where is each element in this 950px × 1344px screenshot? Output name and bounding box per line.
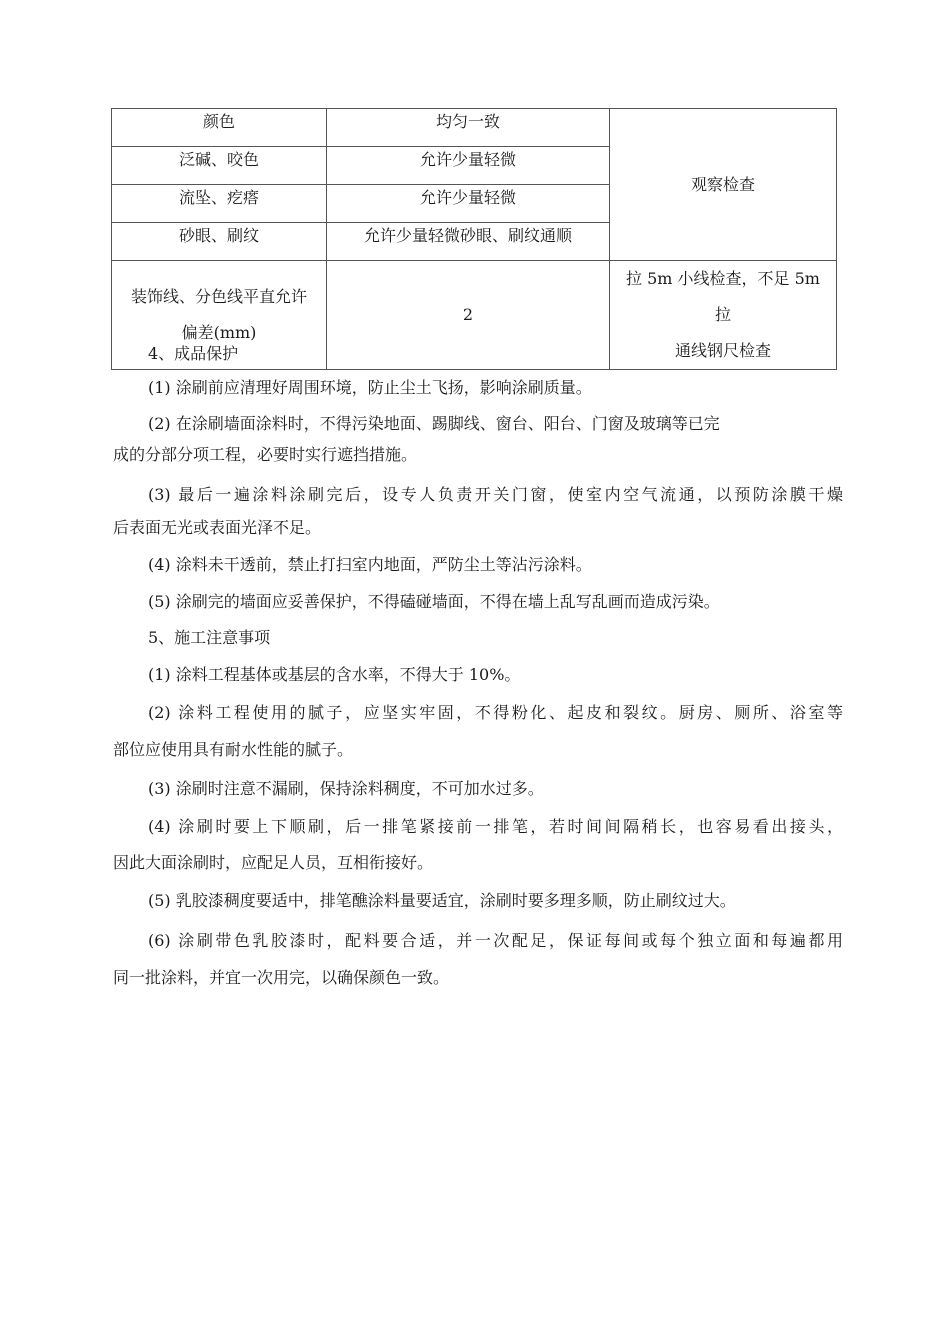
table-cell-method: 观察检查 — [610, 109, 837, 261]
paragraph: (2) 涂料工程使用的腻子，应坚实牢固，不得粉化、起皮和裂纹。厨房、厕所、浴室等 — [148, 703, 843, 722]
table-cell-item: 颜色 — [112, 109, 327, 147]
table-cell-requirement: 均匀一致 — [327, 109, 610, 147]
paragraph-continuation: 成的分部分项工程，必要时实行遮挡措施。 — [113, 445, 418, 464]
table-cell-requirement: 允许少量轻微 — [327, 147, 610, 185]
section-heading: 5、施工注意事项 — [148, 628, 271, 647]
cell-line: 装饰线、分色线平直允许 — [130, 287, 307, 306]
table-cell-item: 泛碱、咬色 — [112, 147, 327, 185]
paragraph: (1) 涂料工程基体或基层的含水率，不得大于 10%。 — [148, 665, 521, 684]
table-cell-item: 流坠、疙瘩 — [112, 185, 327, 223]
table-cell-requirement: 允许少量轻微 — [327, 185, 610, 223]
quality-standard-table — [111, 108, 837, 370]
table-cell-value: 2 — [327, 261, 610, 370]
paragraph: (2) 在涂刷墙面涂料时，不得污染地面、踢脚线、窗台、阳台、门窗及玻璃等已完 — [148, 414, 720, 433]
paragraph: (4) 涂料未干透前，禁止打扫室内地面，严防尘土等沾污涂料。 — [148, 555, 592, 574]
table-cell-item: 砂眼、刷纹 — [112, 223, 327, 261]
paragraph: (5) 乳胶漆稠度要适中，排笔醮涂料量要适宜，涂刷时要多理多顺，防止刷纹过大。 — [148, 891, 736, 910]
paragraph-continuation: 因此大面涂刷时，应配足人员，互相衔接好。 — [113, 853, 434, 872]
table-row — [112, 109, 837, 147]
paragraph: (3) 最后一遍涂料涂刷完后，设专人负责开关门窗，使室内空气流通，以预防涂膜干燥 — [148, 485, 843, 504]
paragraph: (3) 涂刷时注意不漏刷，保持涂料稠度，不可加水过多。 — [148, 779, 544, 798]
paragraph-continuation: 部位应使用具有耐水性能的腻子。 — [113, 740, 354, 759]
paragraph: (1) 涂刷前应清理好周围环境，防止尘土飞扬，影响涂刷质量。 — [148, 378, 592, 397]
cell-line: 偏差(mm) — [181, 323, 257, 342]
section-heading: 4、成品保护 — [148, 344, 239, 363]
paragraph-continuation: 后表面无光或表面光泽不足。 — [113, 518, 322, 537]
paragraph: (4) 涂刷时要上下顺刷，后一排笔紧接前一排笔，若时间间隔稍长，也容易看出接头， — [148, 817, 843, 836]
cell-line: 通线钢尺检查 — [674, 341, 771, 360]
paragraph-continuation: 同一批涂料，并宜一次用完，以确保颜色一致。 — [113, 968, 450, 987]
table-cell-requirement: 允许少量轻微砂眼、刷纹通顺 — [327, 223, 610, 261]
paragraph: (5) 涂刷完的墙面应妥善保护，不得磕碰墙面，不得在墙上乱写乱画而造成污染。 — [148, 592, 720, 611]
paragraph: (6) 涂刷带色乳胶漆时，配料要合适，并一次配足，保证每间或每个独立面和每遍都用 — [148, 931, 843, 950]
cell-line: 拉 5m 小线检查，不足 5m 拉 — [626, 269, 820, 324]
